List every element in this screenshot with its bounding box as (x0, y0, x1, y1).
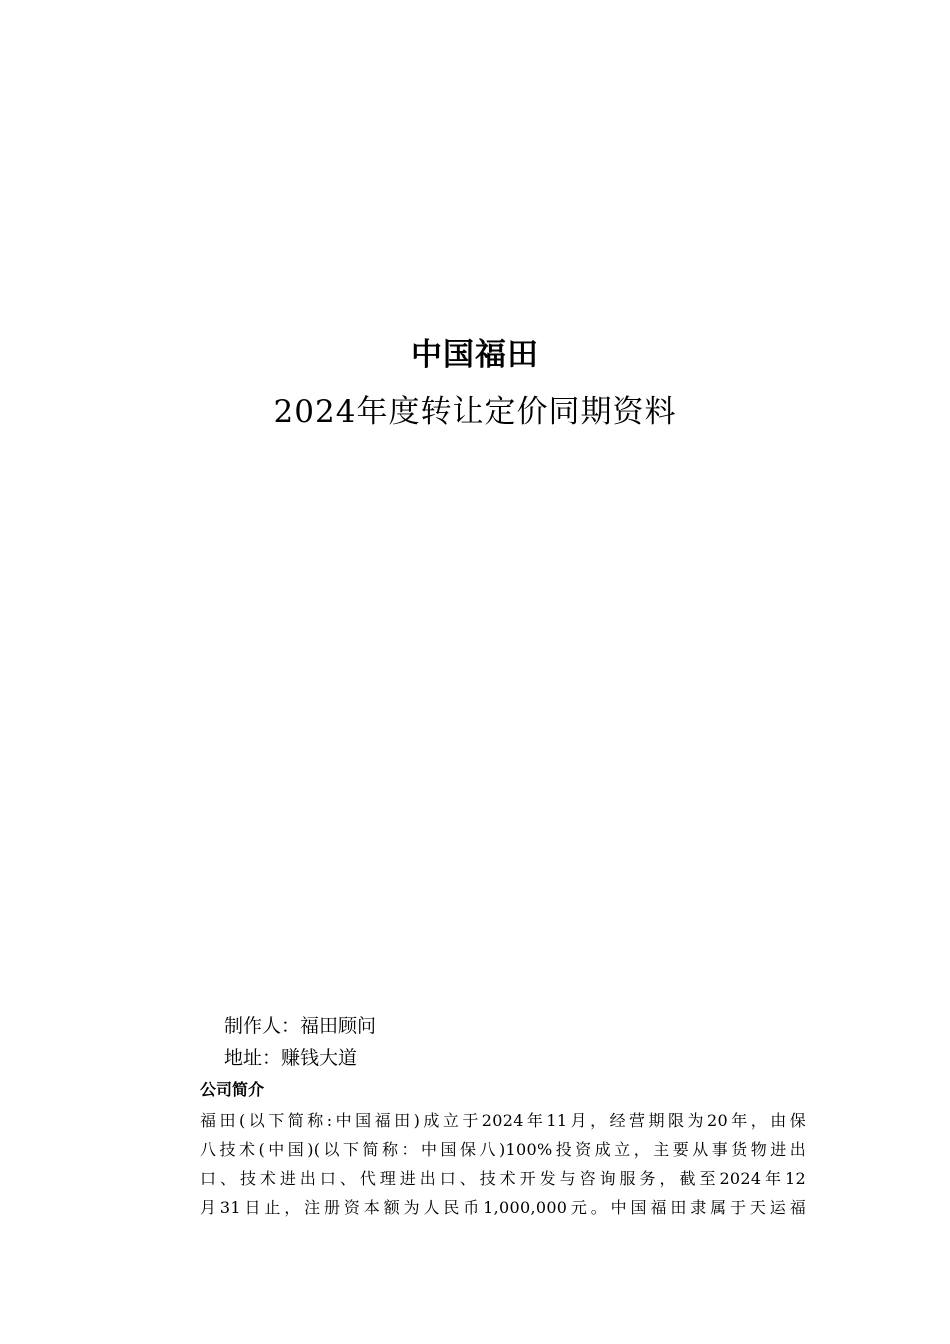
document-title: 2024年度转让定价同期资料 (273, 394, 677, 430)
address-value: 赚钱大道 (281, 1047, 358, 1069)
maker-value: 福田顾问 (300, 1015, 377, 1037)
paragraph-line: 福田(以下简称:中国福田)成立于2024年11月，经营期限为20年，由保 (200, 1111, 806, 1130)
maker-label: 制作人： (224, 1015, 301, 1037)
address-label: 地址： (224, 1047, 282, 1069)
company-intro-paragraph (200, 1106, 806, 1222)
paragraph-line: 口、技术进出口、代理进出口、技术开发与咨询服务，截至2024年12 (200, 1169, 806, 1188)
company-name: 中国福田 (411, 337, 539, 373)
maker-line (224, 1012, 376, 1040)
paragraph-line: 八技术(中国)(以下简称：中国保八)100%投资成立，主要从事货物进出 (200, 1140, 806, 1159)
address-line (224, 1044, 357, 1072)
paragraph-line: 月31日止，注册资本额为人民币1,000,000元。中国福田隶属于天运福 (200, 1198, 806, 1217)
section-heading-company-intro: 公司简介 (200, 1080, 265, 1099)
